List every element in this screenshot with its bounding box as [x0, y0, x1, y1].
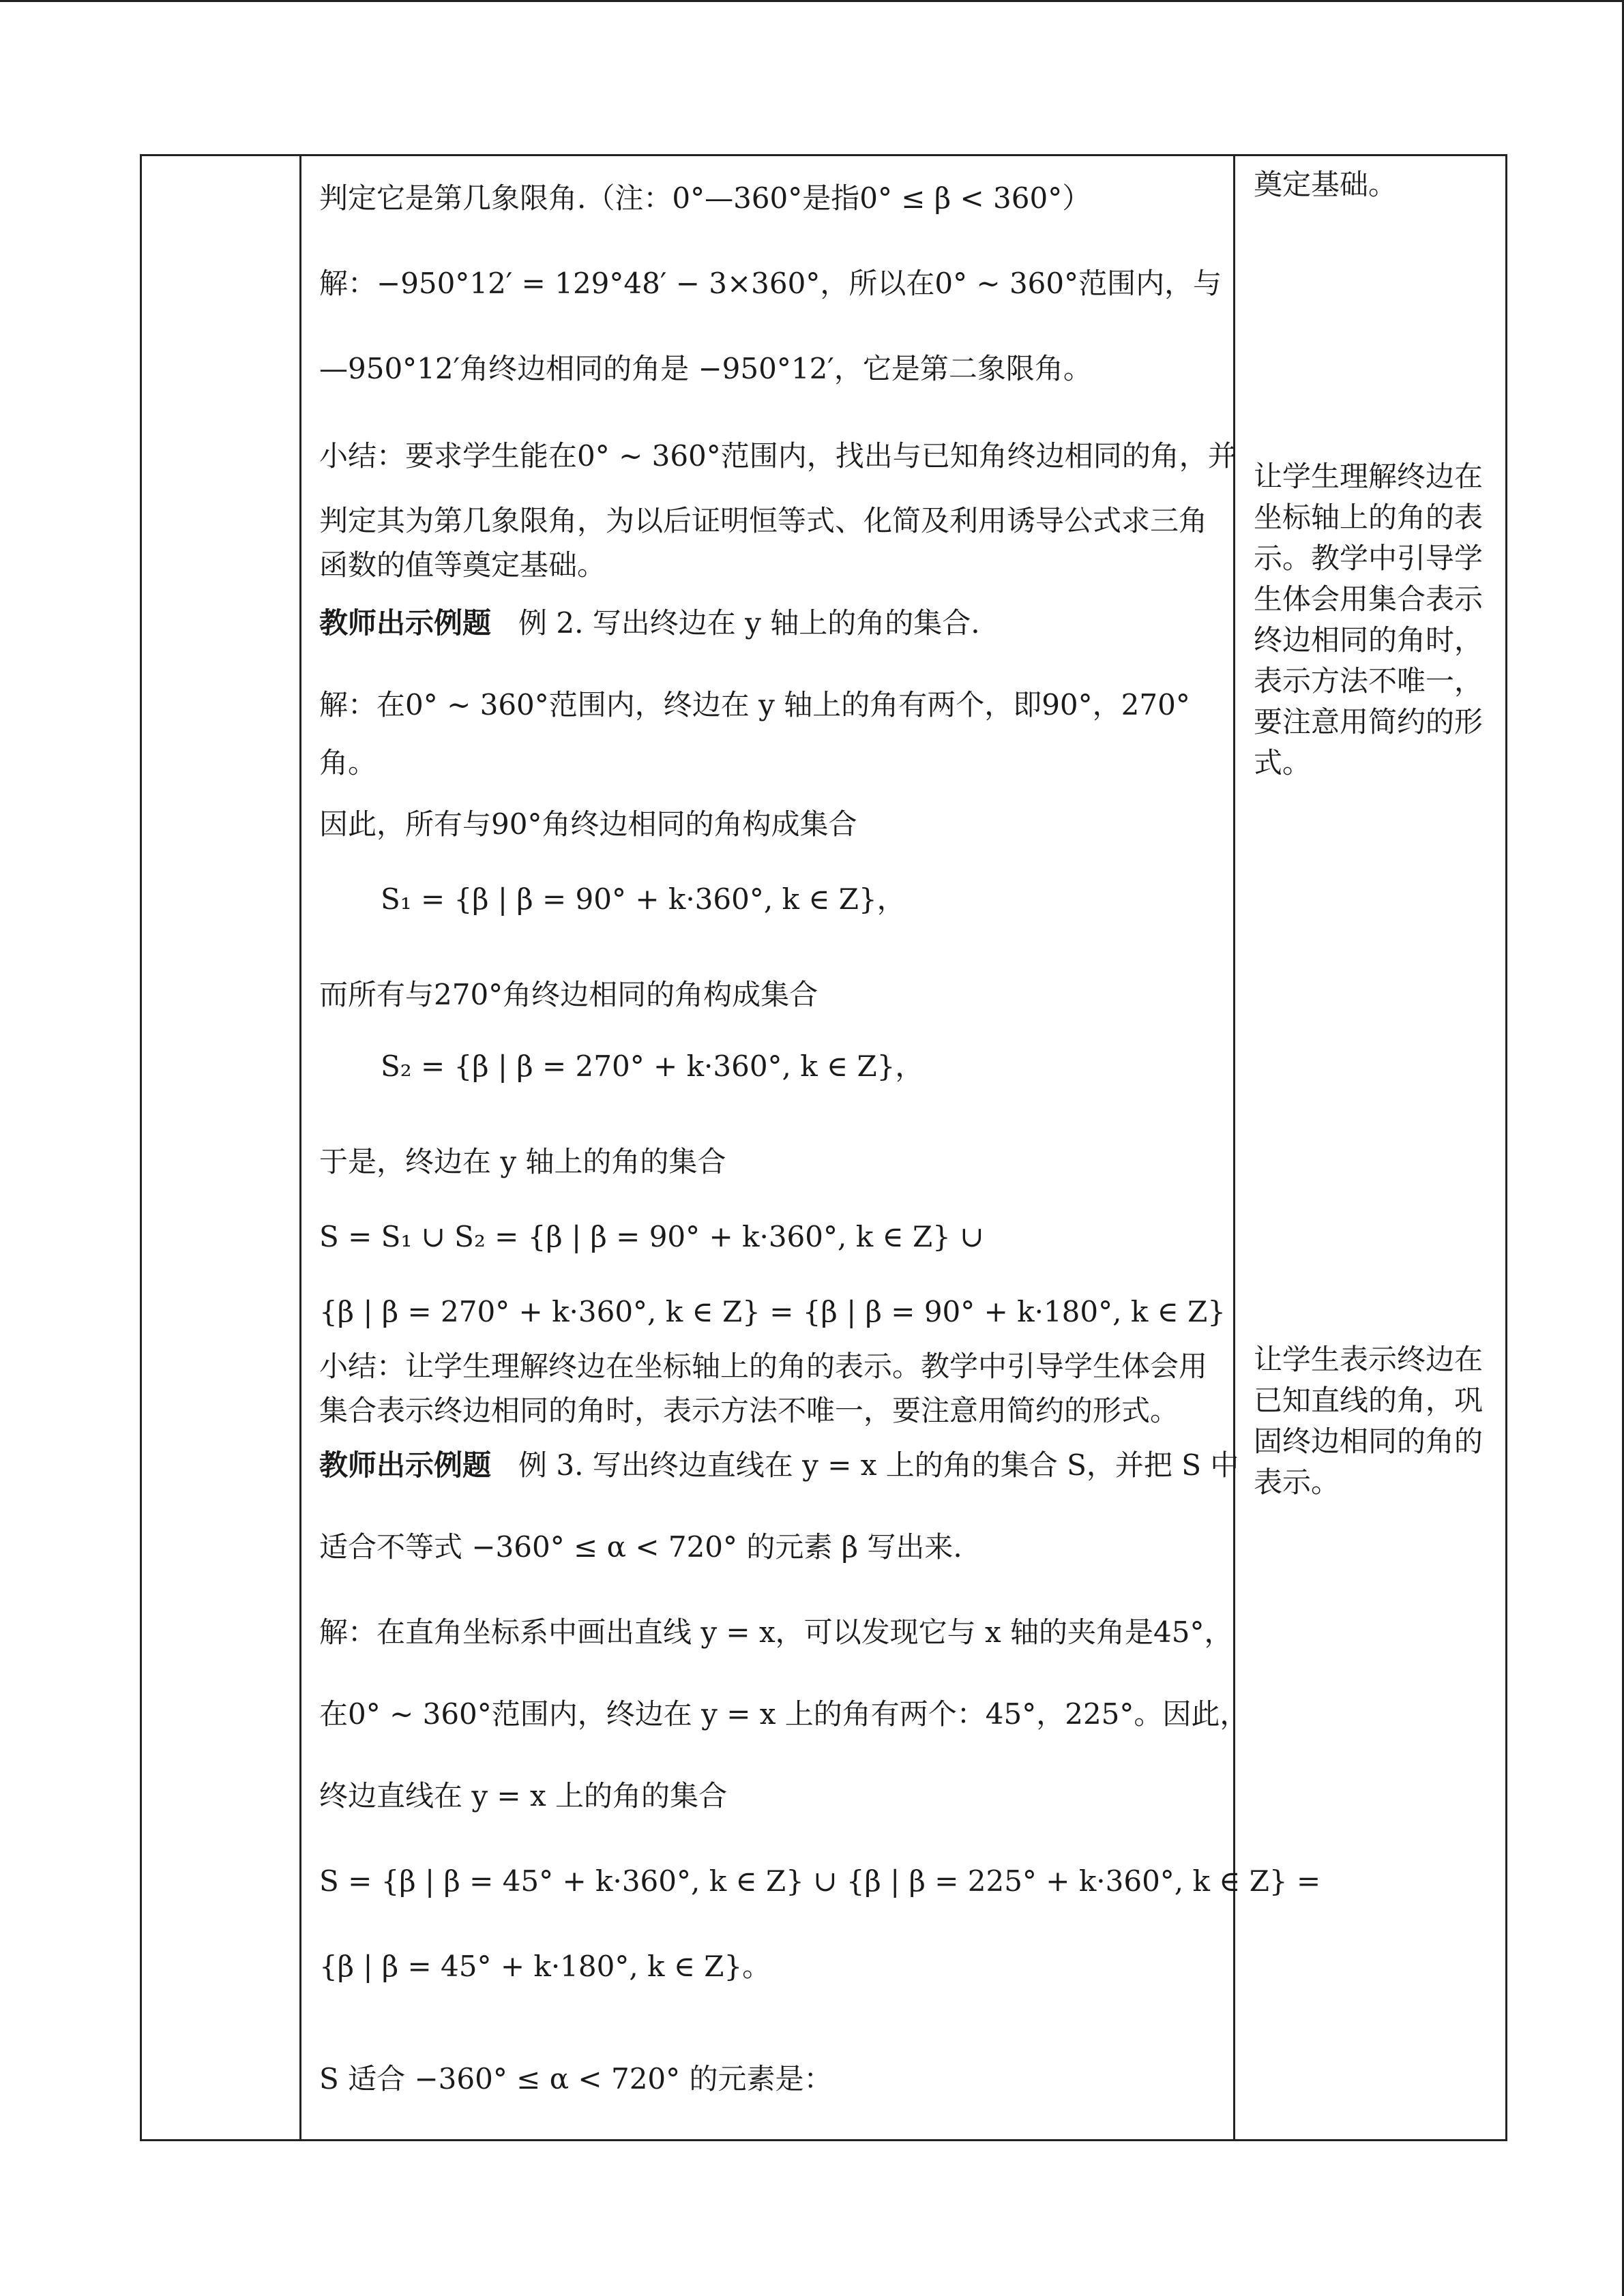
example-3-text-line-2: 适合不等式 −360° ≤ α < 720° 的元素 β 写出来.	[319, 1530, 962, 1564]
solution-line-2: —950°12′角终边相同的角是 −950°12′，它是第二象限角。	[319, 352, 1092, 385]
side-note-2-line: 生体会用集合表示	[1254, 582, 1483, 616]
summary-1-line-3: 函数的值等奠定基础。	[319, 548, 606, 582]
solution-line-1: 解：−950°12′ = 129°48′ − 3×360°，所以在0° ~ 360°范围内，与	[319, 267, 1222, 300]
example-3-text: 例 3. 写出终边直线在 y = x 上的角的集合 S，并把 S 中	[518, 1448, 1239, 1482]
summary-1-line-2: 判定其为第几象限角，为以后证明恒等式、化简及利用诱导公式求三角	[319, 504, 1208, 537]
example-2-label: 教师出示例题	[319, 606, 492, 640]
summary-2-line-1: 小结：让学生理解终边在坐标轴上的角的表示。教学中引导学生体会用	[319, 1350, 1208, 1383]
example-3-solution-line-3: 终边直线在 y = x 上的角的集合	[319, 1779, 728, 1813]
side-note-2-line: 式。	[1254, 746, 1312, 779]
example-2-set1-intro: 因此，所有与90°角终边相同的角构成集合	[319, 807, 857, 841]
lesson-table	[140, 154, 1507, 2141]
example-3-label: 教师出示例题	[319, 1448, 492, 1482]
side-note-2-line: 要注意用简约的形	[1254, 705, 1483, 739]
example-3-solution-line-2: 在0° ~ 360°范围内，终边在 y = x 上的角有两个：45°，225°。因此，	[319, 1697, 1249, 1731]
column-divider-1	[299, 156, 301, 2139]
example-2-set1-formula: S₁ = {β | β = 90° + k·360°, k ∈ Z}，	[381, 882, 906, 916]
side-note-2-line: 示。教学中引导学	[1254, 541, 1483, 575]
example-3-solution-line-1: 解：在直角坐标系中画出直线 y = x，可以发现它与 x 轴的夹角是45°，	[319, 1615, 1233, 1649]
example-2-set2-formula: S₂ = {β | β = 270° + k·360°, k ∈ Z}，	[381, 1049, 924, 1083]
side-note-1-line: 奠定基础。	[1254, 168, 1398, 201]
example-2-text: 例 2. 写出终边在 y 轴上的角的集合.	[518, 606, 980, 640]
side-note-3-line: 表示。	[1254, 1465, 1340, 1499]
side-note-2-line: 表示方法不唯一，	[1254, 664, 1483, 698]
example-2-union-line-2: {β | β = 270° + k·360°, k ∈ Z} = {β | β = 90° + k·180°, k ∈ Z}	[319, 1295, 1226, 1328]
example-2-union-intro: 于是，终边在 y 轴上的角的集合	[319, 1145, 726, 1178]
paragraph-note: 判定它是第几象限角.（注：0°—360°是指0° ≤ β < 360°）	[319, 181, 1091, 215]
side-note-2-line: 终边相同的角时，	[1254, 623, 1483, 657]
side-note-3-line: 已知直线的角，巩	[1254, 1384, 1483, 1417]
example-2-union-line-1: S = S₁ ∪ S₂ = {β | β = 90° + k·360°, k ∈ Z} ∪	[319, 1220, 984, 1253]
side-note-2-line: 坐标轴上的角的表	[1254, 501, 1483, 534]
page-border-top	[0, 0, 1624, 2]
example-3-final-line: S 适合 −360° ≤ α < 720° 的元素是：	[319, 2062, 833, 2096]
summary-2-line-2: 集合表示终边相同的角时，表示方法不唯一，要注意用简约的形式。	[319, 1394, 1179, 1427]
example-2-solution-line-2: 角。	[319, 746, 377, 779]
summary-1-line-1: 小结：要求学生能在0° ~ 360°范围内，找出与已知角终边相同的角，并	[319, 439, 1237, 473]
example-2-set2-intro: 而所有与270°角终边相同的角构成集合	[319, 978, 818, 1011]
example-3-heading	[319, 1445, 1239, 1486]
side-note-3-line: 让学生表示终边在	[1254, 1343, 1483, 1376]
example-2-heading	[319, 603, 980, 644]
example-3-set-line-2: {β | β = 45° + k·180°, k ∈ Z}。	[319, 1950, 771, 1983]
example-3-set-line-1: S = {β | β = 45° + k·360°, k ∈ Z} ∪ {β | β = 225° + k·360°, k ∈ Z} =	[319, 1864, 1321, 1898]
side-note-2-line: 让学生理解终边在	[1254, 460, 1483, 493]
example-2-solution-line-1: 解：在0° ~ 360°范围内，终边在 y 轴上的角有两个，即90°，270°	[319, 688, 1190, 721]
side-note-3-line: 固终边相同的角的	[1254, 1425, 1483, 1458]
